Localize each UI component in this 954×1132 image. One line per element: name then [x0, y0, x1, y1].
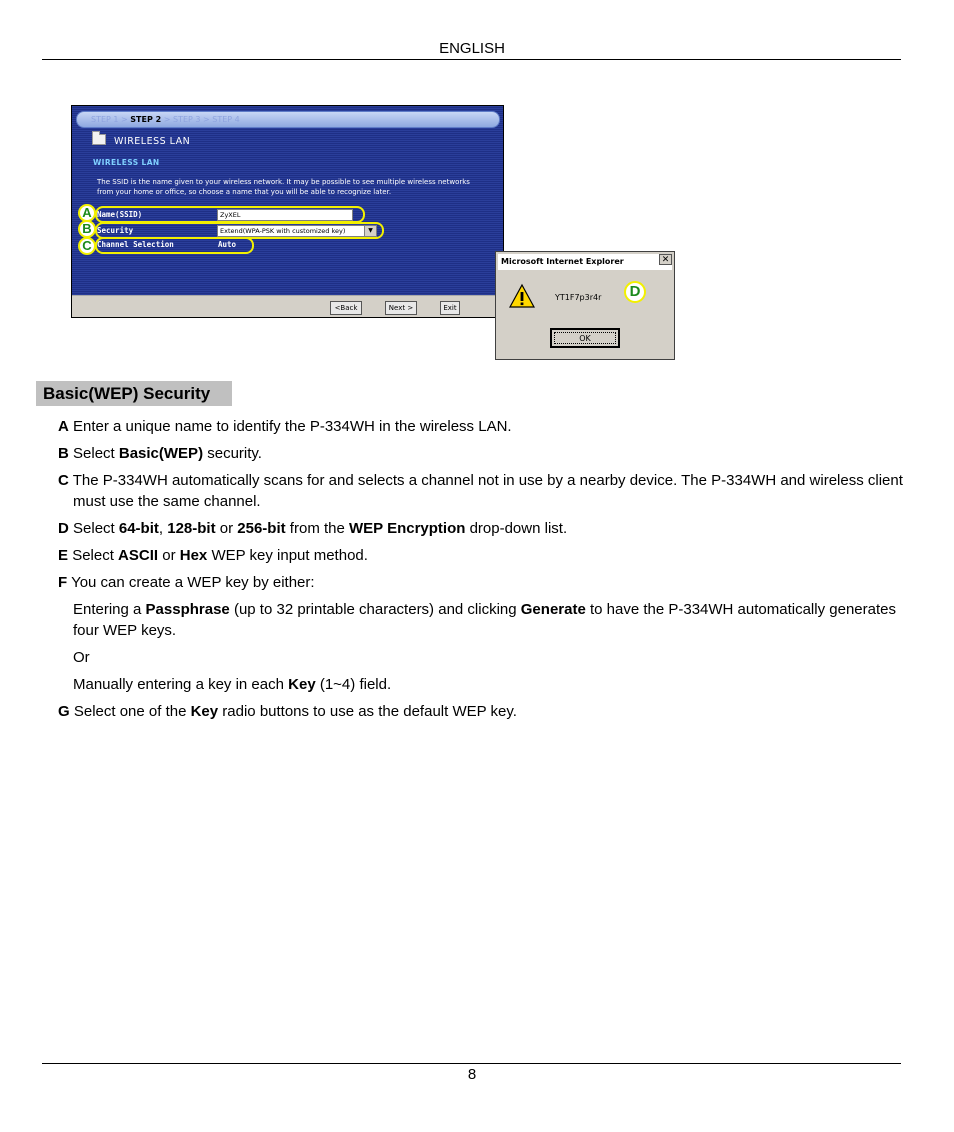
wizard-description: The SSID is the name given to your wireless network. It may be possible to see multiple wireless networks from your home or office, so choose a name that you will be able to recognize later. [97, 178, 470, 196]
step-text: Enter a unique name to identify the P-334WH in the wireless LAN. [73, 418, 512, 435]
wizard-title [92, 134, 190, 147]
ui-term: ASCII [118, 547, 159, 564]
ui-term: Key [288, 676, 316, 693]
step-text: or [158, 547, 180, 564]
close-icon[interactable]: ✕ [659, 254, 672, 265]
dialog-title: Microsoft Internet Explorer [498, 254, 672, 270]
step-text: radio buttons to use as the default WEP key. [218, 703, 517, 720]
wizard-title-text: WIRELESS LAN [114, 136, 191, 147]
step-text: , [158, 520, 168, 537]
callout-c: C [78, 237, 96, 255]
instruction-f-option-2 [73, 674, 908, 695]
back-button[interactable]: <Back [330, 301, 362, 315]
step-text: or [215, 520, 238, 537]
instruction-f-option-1 [73, 599, 908, 641]
step-separator: > [203, 115, 210, 124]
ssid-input[interactable]: ZyXEL [217, 209, 353, 221]
step-letter: G [58, 703, 70, 720]
step-text: Select [73, 520, 119, 537]
dialog-message: YT1F7p3r4r [555, 293, 602, 302]
wizard-section-title: WIRELESS LAN [93, 158, 160, 167]
instruction-a [58, 416, 908, 437]
page-number: 8 [467, 1066, 477, 1083]
step-text: WEP key input method. [207, 547, 368, 564]
step-letter: D [58, 520, 69, 537]
channel-value: Auto [218, 240, 237, 249]
callout-a: A [78, 204, 96, 222]
step-letter: B [58, 445, 69, 462]
ie-alert-dialog [495, 251, 675, 360]
ui-term: Passphrase [145, 601, 230, 618]
step-text: Select one of the [73, 703, 191, 720]
instruction-b [58, 443, 908, 464]
security-select-value: Extend(WPA-PSK with customized key) [220, 227, 346, 235]
step-text: Select [72, 547, 119, 564]
step-text: security. [203, 445, 262, 462]
folder-icon [92, 134, 106, 145]
wizard-step-1: STEP 1 [91, 115, 119, 124]
header-rule [42, 59, 901, 60]
wizard-step-4: STEP 4 [212, 115, 240, 124]
step-text: to have the P-334WH automatically generates four WEP keys. [73, 601, 896, 639]
step-text: (1~4) field. [315, 676, 392, 693]
wizard-footer [72, 295, 503, 318]
step-text: from the [285, 520, 349, 537]
ui-term: Basic(WEP) [118, 445, 204, 462]
ok-button[interactable] [550, 328, 620, 348]
instruction-e [58, 545, 908, 566]
channel-label: Channel Selection [97, 240, 174, 249]
ui-term: Generate [520, 601, 586, 618]
ssid-label: Name(SSID) [97, 210, 143, 219]
callout-d: D [624, 281, 646, 303]
ui-term: 128-bit [167, 520, 216, 537]
ui-term: Key [190, 703, 219, 720]
instruction-f [58, 572, 908, 593]
step-text: drop-down list. [465, 520, 568, 537]
section-heading: Basic(WEP) Security [36, 381, 232, 406]
step-letter: A [58, 418, 69, 435]
step-text: The P-334WH automatically scans for and selects a channel not in use by a nearby device. The P-334WH and wireless client must use the same channel. [72, 472, 903, 510]
instruction-c [58, 470, 908, 512]
ui-term: WEP Encryption [349, 520, 466, 537]
step-letter: E [58, 547, 69, 564]
callout-b: B [78, 220, 96, 238]
step-text: Select [73, 445, 119, 462]
step-text: Entering a [73, 601, 146, 618]
ui-term: 64-bit [118, 520, 159, 537]
page-header-language: ENGLISH [439, 40, 505, 57]
ui-term: 256-bit [237, 520, 286, 537]
wizard-step-2: STEP 2 [130, 115, 162, 124]
ui-term: Hex [179, 547, 208, 564]
step-letter: F [58, 574, 68, 591]
exit-button[interactable]: Exit [440, 301, 460, 315]
security-label: Security [97, 226, 134, 235]
wizard-steps-bar [76, 111, 500, 128]
step-text: You can create a WEP key by either: [71, 574, 315, 591]
instruction-list [58, 416, 908, 728]
wizard-screenshot [71, 105, 504, 318]
footer-rule [42, 1063, 901, 1064]
step-text: (up to 32 printable characters) and clicking [229, 601, 521, 618]
instruction-d [58, 518, 908, 539]
step-text: Manually entering a key in each [73, 676, 289, 693]
ok-button-label: OK [554, 332, 616, 344]
dropdown-arrow-icon[interactable]: ▼ [364, 226, 376, 236]
instruction-f-or: Or [73, 649, 90, 666]
step-separator: > [121, 115, 128, 124]
highlight-a [95, 206, 365, 223]
wizard-step-3: STEP 3 [172, 115, 201, 124]
instruction-g [58, 701, 908, 722]
highlight-c [95, 237, 254, 254]
step-letter: C [58, 472, 69, 489]
step-separator: > [163, 115, 171, 124]
next-button[interactable]: Next > [385, 301, 417, 315]
warning-icon [509, 283, 535, 309]
